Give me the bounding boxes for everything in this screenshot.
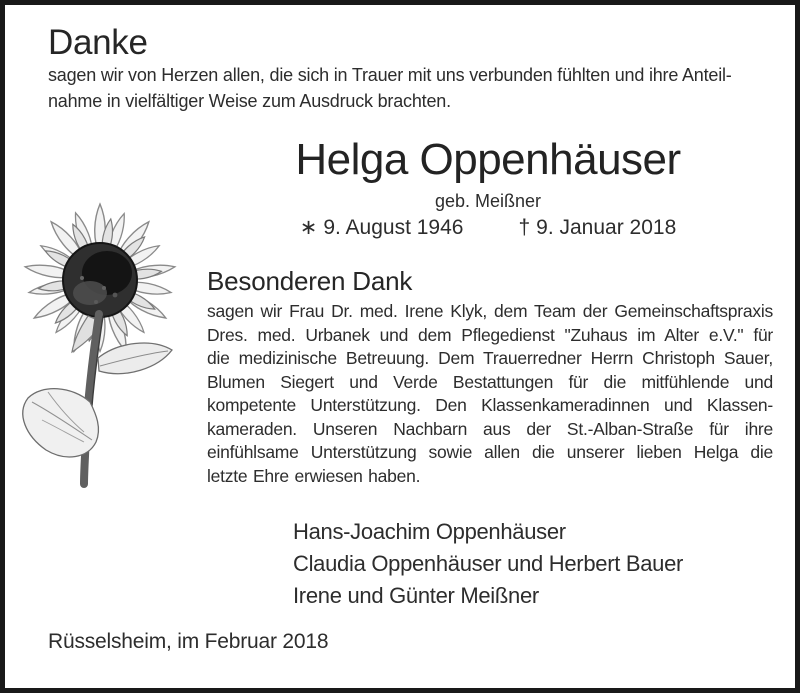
maiden-name: geb. Meißner: [434, 191, 542, 211]
special-thanks-block: [207, 266, 773, 488]
deceased-name: Helga Oppenhäuser: [295, 135, 681, 184]
thanks-line: Dres. med. Urbanek und dem Pflegedienst "Zuhaus im Alter e.V." für: [207, 324, 773, 345]
family-name-line: Claudia Oppenhäuser und Herbert Bauer: [293, 551, 684, 576]
death-date-item: [518, 215, 676, 241]
deceased-block: [205, 136, 771, 241]
intro-text: [48, 62, 778, 114]
intro-line: nahme in vielfältiger Weise zum Ausdruck brachten.: [48, 91, 451, 111]
special-thanks-heading: Besonderen Dank: [207, 266, 413, 296]
thanks-line: kompetente Unterstützung. Den Klassenkameradinnen und Klassen-: [207, 395, 773, 415]
thanks-line: einfühlsame Unterstützung sowie allen die unserer lieben Helga die: [207, 442, 773, 462]
sunflower-sketch: [12, 190, 197, 488]
death-cross-icon: †: [518, 216, 531, 239]
birth-star-icon: ∗: [299, 216, 318, 239]
notice-title: Danke: [48, 23, 148, 62]
mourning-family-names: [293, 516, 683, 612]
intro-line: sagen wir von Herzen allen, die sich in Trauer mit uns verbunden fühlten und ihre Anteil-: [48, 65, 732, 85]
thanks-line: kameraden. Unseren Nachbarn aus der St.-Alban-Straße für ihre: [207, 418, 773, 439]
thanks-line: Blumen Siegert und Verde Bestattungen für die mitfühlende und: [207, 371, 773, 392]
thanks-line: sagen wir Frau Dr. med. Irene Klyk, dem Team der Gemeinschaftspraxis: [207, 301, 773, 321]
special-thanks-body: [207, 300, 773, 488]
birth-date: 9. August 1946: [323, 216, 464, 239]
thanks-line: die medizinische Betreuung. Dem Trauerredner Herrn Christoph Sauer,: [207, 348, 773, 368]
death-date: 9. Januar 2018: [536, 216, 677, 239]
family-name-line: Hans-Joachim Oppenhäuser: [293, 519, 566, 544]
life-dates: [205, 215, 771, 241]
family-name-line: Irene und Günter Meißner: [293, 583, 539, 608]
thanks-line: letzte Ehre erwiesen haben.: [207, 465, 421, 486]
birth-date-item: [300, 215, 464, 241]
place-and-date: Rüsselsheim, im Februar 2018: [48, 630, 329, 653]
